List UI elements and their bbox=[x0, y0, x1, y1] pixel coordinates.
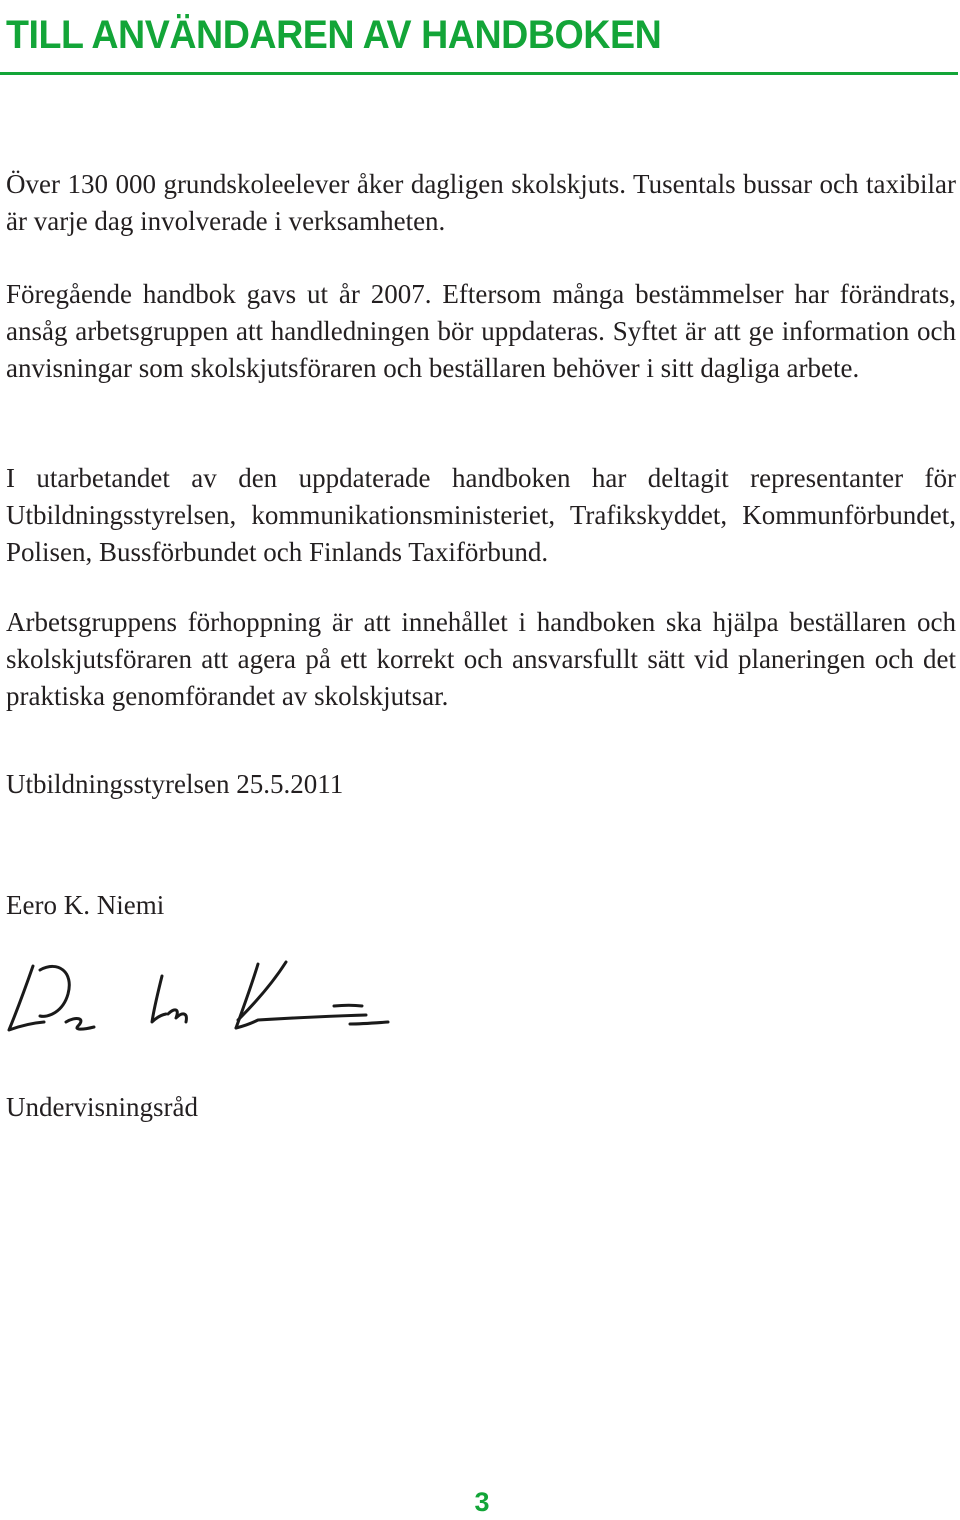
page-heading: TILL ANVÄNDAREN AV HANDBOKEN bbox=[6, 13, 662, 57]
page-number: 3 bbox=[474, 1487, 490, 1517]
paragraph-intro: Över 130 000 grundskoleelever åker dagligen skolskjuts. Tusentals bussar och taxibilar är varje dag involverade i verksamheten. bbox=[6, 169, 956, 236]
handwritten-signature bbox=[0, 950, 400, 1045]
date-line: Utbildningsstyrelsen 25.5.2011 bbox=[6, 769, 344, 799]
heading-rule bbox=[0, 72, 958, 75]
signer-title: Undervisningsråd bbox=[6, 1092, 198, 1122]
paragraph-hope: Arbetsgruppens förhoppning är att innehållet i handboken ska hjälpa beställaren och skolskjutsföraren att agera på ett korrekt och ansvarsfullt sätt vid planeringen och det praktiska genomförandet av skolskjutsar. bbox=[6, 607, 956, 711]
signer-name: Eero K. Niemi bbox=[6, 890, 165, 920]
paragraph-previous-edition: Föregående handbok gavs ut år 2007. Eftersom många bestämmelser har förändrats, ansåg arbetsgruppen att handledningen bör uppdateras. Syftet är att ge information och anvisningar som skolskjutsföraren och beställaren behöver i sitt dagliga arbete. bbox=[6, 279, 956, 383]
paragraph-working-group: I utarbetandet av den uppdaterade handboken har deltagit representanter för Utbildningsstyrelsen, kommunikationsministeriet, Trafikskyddet, Kommunförbundet, Polisen, Bussförbundet och Finlands Taxiförbund. bbox=[6, 463, 956, 567]
